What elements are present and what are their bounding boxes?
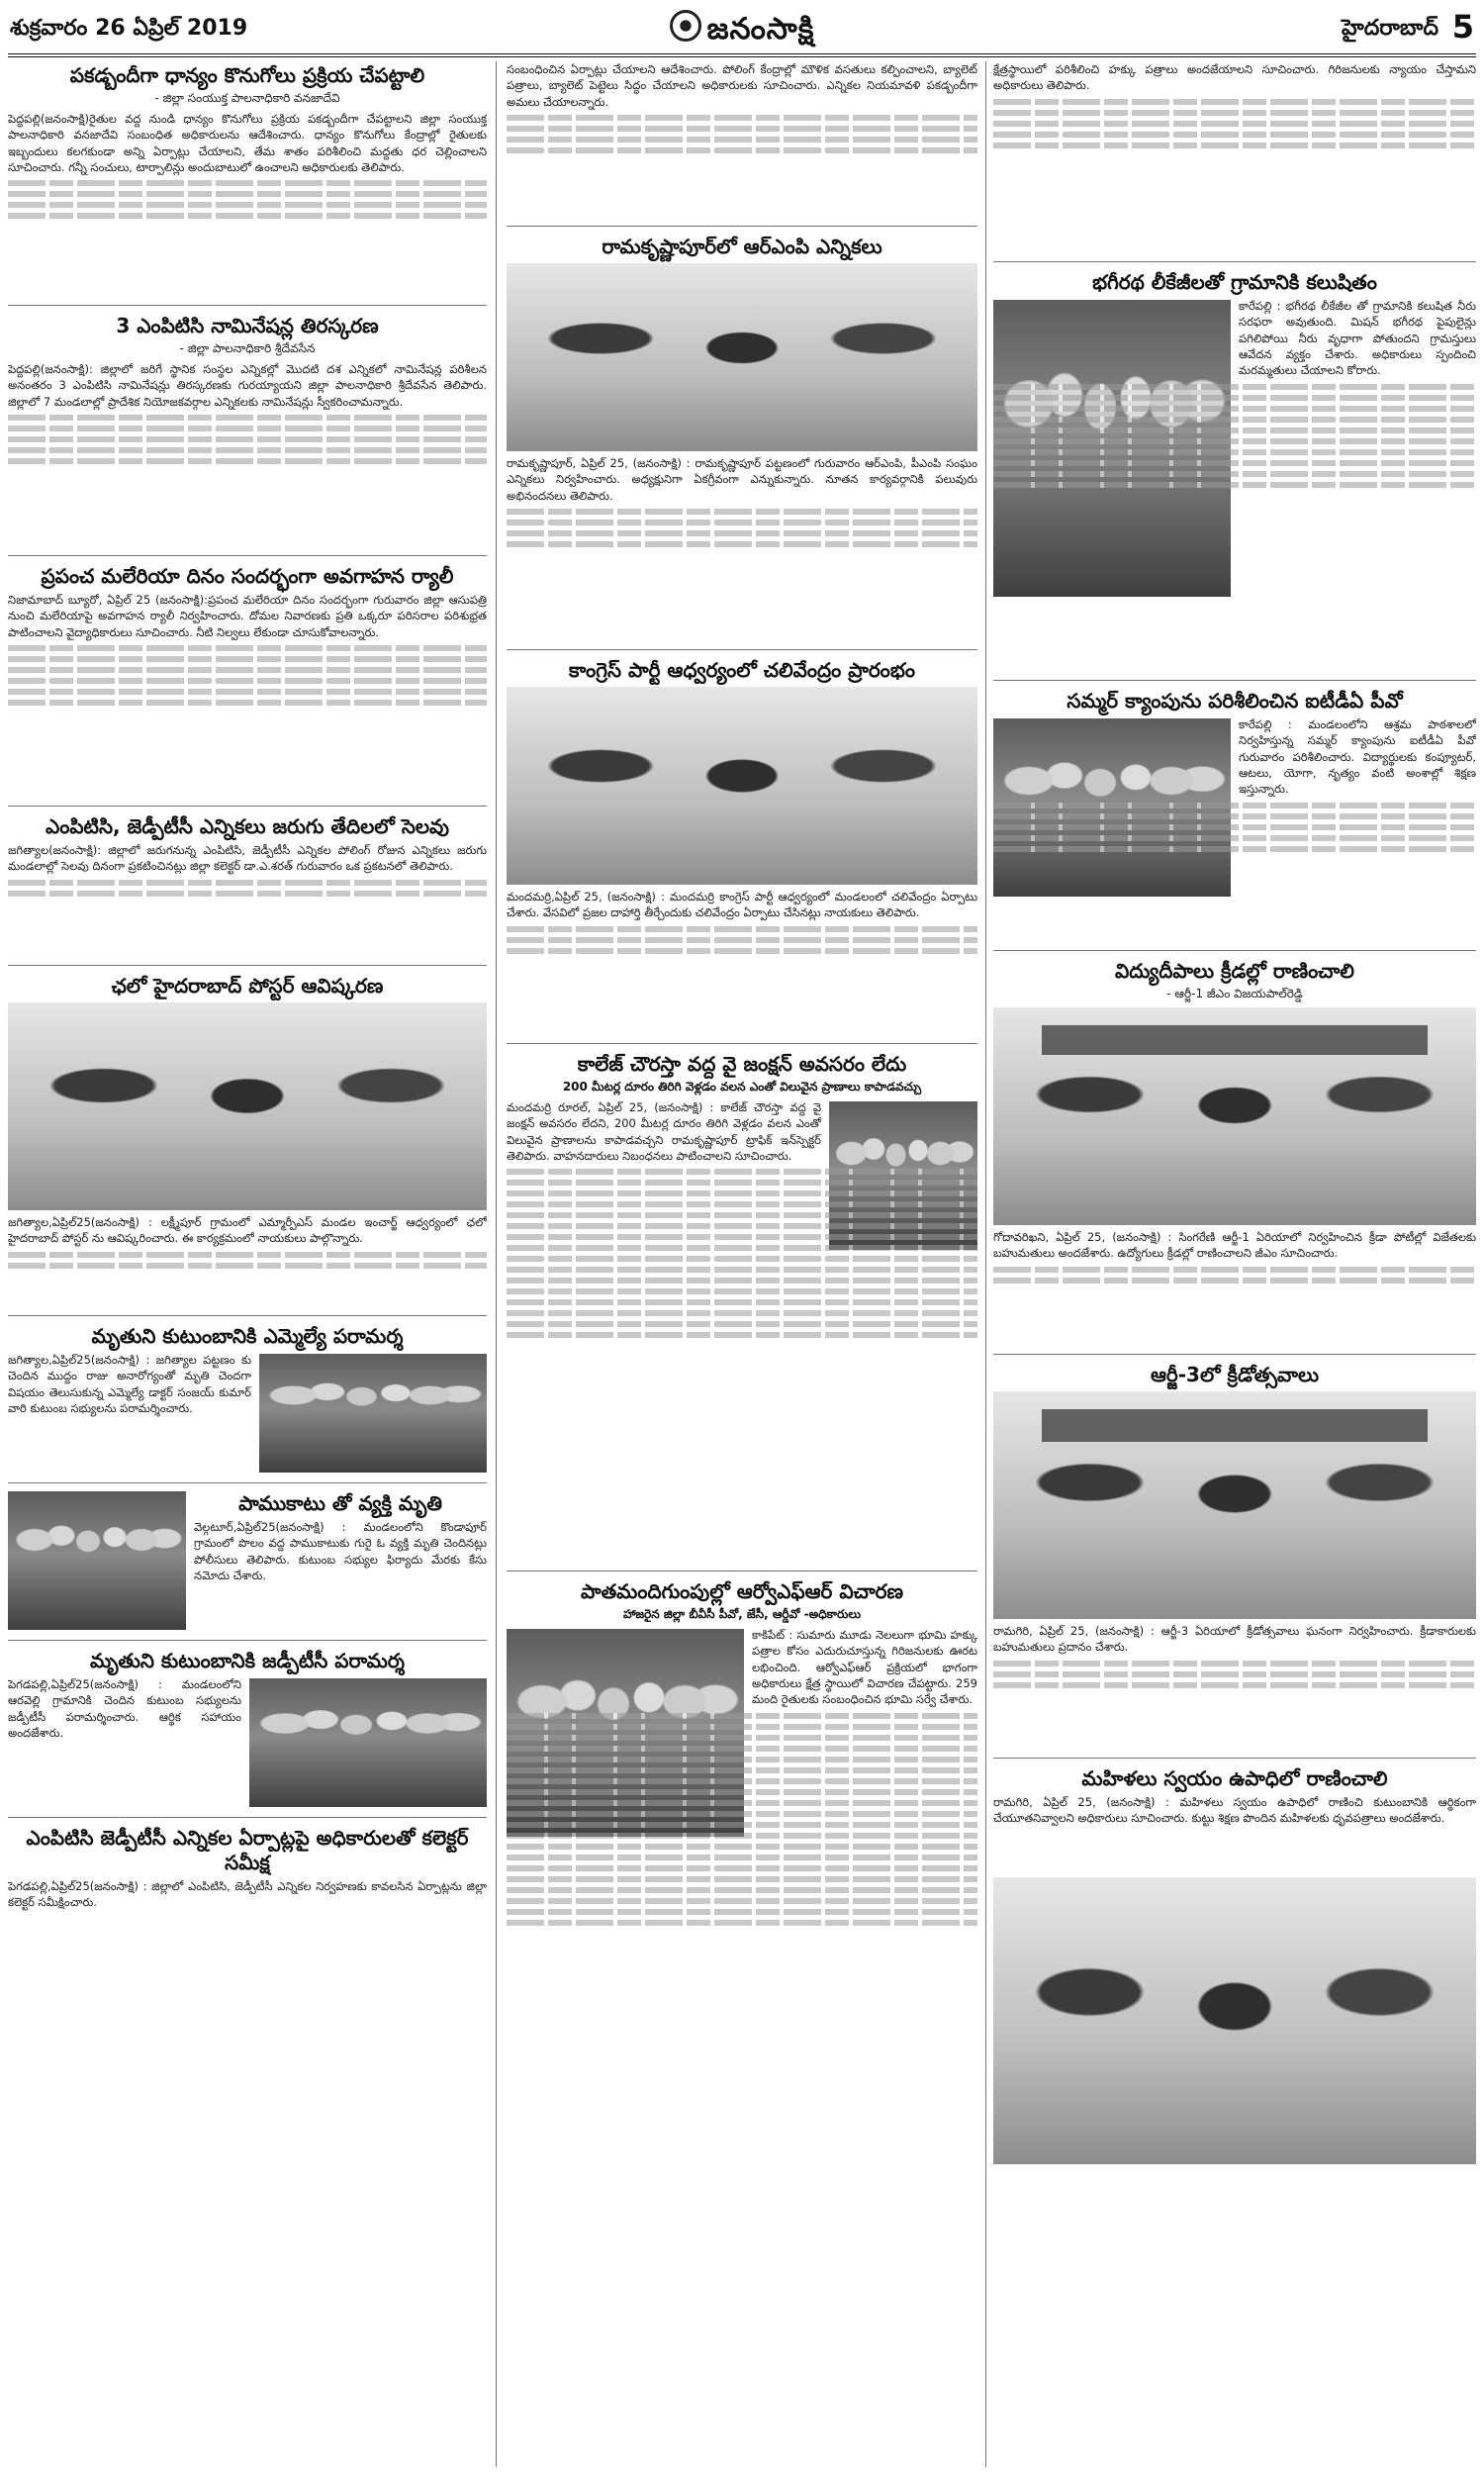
- article-photo: [993, 1007, 1476, 1225]
- article-rmp-elections: [507, 233, 977, 650]
- article-text: కాకిపేట్ : సుమారు మూడు నెలలుగా భూమి హక్కు పత్రాల కోసం ఎదురుచూస్తున్న గిరిజనులకు ఊరట లభించింది. ఆర్వోఎఫ్‌ఆర్ ప్రక్రియలో భాగంగా అధికారులు క్షేత్ర స్థాయిలో విచారణ చేపట్టారు. 259 మంది రైతులకు సంబంధించిన భూమి సర్వే చేశారు.: [752, 1628, 977, 1707]
- article-continued: [507, 61, 977, 227]
- article-mla-condolence: [8, 1322, 487, 1483]
- article-body: [993, 1794, 1476, 1873]
- article-text: రామకృష్ణాపూర్, ఏప్రిల్ 25, (జనంసాక్షి) : రామకృష్ణాపూర్ పట్టణంలో గురువారం ఆర్‌ఎంపి, పీఎంపి సంఘం ఎన్నికలు నిర్వహించారు. అధ్యక్షునిగా ఏకగ్రీవంగా ఎన్నుకున్నారు. నూతన కార్యవర్గానికి పలువురు అభినందనలు తెలిపారు.: [507, 456, 977, 503]
- article-summer-camp: [993, 687, 1476, 951]
- article-headline: భగీరథ లీకేజీలతో గ్రామానికి కలుషితం: [1092, 270, 1377, 294]
- article-body: [507, 61, 977, 220]
- article-photo: [993, 1877, 1476, 2164]
- article-grain-procurement: [8, 61, 487, 306]
- article-headline: ఎంపిటిసి, జెడ్పీటీసీ ఎన్నికలు జరుగు తేదిలలో సెలవు: [45, 814, 450, 838]
- paper-logo: [8, 10, 1476, 53]
- edition-city: హైదరాబాద్: [1342, 16, 1438, 41]
- article-text: పెద్దపల్లి(జనంసాక్షి): జిల్లాలో జరిగే స్థానిక సంస్థల ఎన్నికల్లో మొదటి దశ ఎన్నికలో నామినేషన్ల పరిశీలన అనంతరం 3 ఎంపిటిసి నామినేషన్లు తిరస్కరణకు గురయ్యాయని జిల్లా పాలనాధికారి శ్రీదేవసేన తెలిపారు. జిల్లాలో 7 మండలాల్లో ప్రాదేశిక నియోజకవర్గాల ఎన్నికలకు నామినేషన్లు స్వీకరించామన్నారు.: [8, 362, 487, 409]
- article-headline: ఛలో హైదరాబాద్ పోస్టర్ ఆవిష్కరణ: [111, 974, 384, 998]
- article-sports-rg3: [993, 1361, 1476, 1759]
- article-body: [993, 1229, 1476, 1348]
- article-text: జగిత్యాల,ఏప్రిల్25(జనంసాక్షి) : లక్ష్మీపూర్ గ్రామంలో ఎమ్మార్పీఎస్ మండల ఇంచార్జ్ ఆధ్వర్యంలో ఛలో హైదరాబాద్ పోస్టర్ ను ఆవిష్కరించారు. ఈ కార్యక్రమంలో నాయకులు పాల్గొన్నారు.: [8, 1215, 487, 1246]
- article-text: జగిత్యాల(జనంసాక్షి): జిల్లాలో జరుగనున్న ఎంపిటిసి, జెడ్పీటీసీ ఎన్నికల పోలింగ్ రోజున ఎన్నికలు జరుగు మండలాల్లో సెలవు దినంగా ప్రకటించినట్లు జిల్లా కలెక్టర్ డా.ఎ.శరత్ గురువారం ఒక ప్రకటనలో తెలిపారు.: [8, 843, 487, 874]
- article-body: [993, 1623, 1476, 1752]
- column-divider: [985, 61, 986, 2467]
- masthead-rule: [8, 53, 1476, 57]
- article-photo: [8, 1002, 487, 1210]
- article-poster-launch: [8, 972, 487, 1316]
- article-text: సంబంధించిన ఏర్పాట్లు చేయాలని ఆదేశించారు. పోలింగ్ కేంద్రాల్లో మౌళిక వసతులు కల్పించాలని, బ్యాలెట్ పత్రాలు, బ్యాలెట్ పెట్టెలు సిద్ధం చేయాలని అధికారులకు సూచించారు. ఎన్నికల నియమావళి పకడ్బందీగా అమలు చేయాలన్నారు.: [507, 62, 977, 109]
- page-number: 5: [1451, 8, 1474, 46]
- article-headline: మహిళలు స్వయం ఉపాధిలో రాణించాలి: [1081, 1766, 1388, 1790]
- article-headline: మృతుని కుటుంబానికి ఎమ్మెల్యే పరామర్శ: [91, 1324, 404, 1348]
- column-divider: [496, 61, 497, 2467]
- article-headline: రామకృష్ణాపూర్‌లో ఆర్‌ఎంపి ఎన్నికలు: [602, 235, 882, 258]
- article-photo: [507, 263, 977, 451]
- article-bhagiratha-leak: [993, 268, 1476, 681]
- article-body: [8, 111, 487, 299]
- article-body: [8, 1878, 487, 1938]
- article-text: వెల్గటూర్,ఏప్రిల్25(జనంసాక్షి) : మండలంలోని కొండాపూర్ గ్రామంలో పొలం వద్ద పాముకాటుకు గురై ఓ వ్యక్తి మృతి చెందినట్లు పోలీసులు తెలిపారు. కుటుంబ సభ్యుల ఫిర్యాదు మేరకు కేసు నమోదు చేశారు.: [194, 1520, 487, 1582]
- article-rofr-inquiry: [507, 1577, 977, 2187]
- article-text: పెగడపల్లి,ఏప్రిల్25(జనంసాక్షి) : మండలంలోని ఆరవెల్లి గ్రామానికి చెందిన కుటుంబ సభ్యులను జడ్పీటీసీ పరామర్శించారు. ఆర్థిక సహాయం అందజేశారు.: [8, 1677, 241, 1740]
- article-body: [993, 61, 1476, 255]
- masthead: [8, 4, 1476, 53]
- article-text: మందమర్రి రూరల్, ఏప్రిల్ 25, (జనంసాక్షి) : కాలేజ్ చౌరస్తా వద్ద వై జంక్షన్ అవసరం లేదని, 200 మీటర్ల దూరం తిరిగి వెళ్లడం వలన ఎంతో విలువైన ప్రాణాలను కాపాడవచ్చని రామకృష్ణాపూర్ ట్రాఫిక్ ఇన్‌స్పెక్టర్ తెలిపారు. వాహనదారులు నిబంధనలు పాటించాలని సూచించారు.: [507, 1100, 821, 1163]
- article-headline: పకడ్బందీగా ధాన్యం కొనుగోలు ప్రక్రియ చేపట్టాలి: [69, 63, 425, 87]
- logo-emblem-icon: [670, 10, 701, 42]
- article-women-selfemployment: [993, 1764, 1476, 2174]
- article-body: [8, 592, 487, 800]
- article-text: జగిత్యాల,ఏప్రిల్25(జనంసాక్షి) : జగిత్యాల పట్టణం కు చెందిన ముద్దం రాజు అనారోగ్యంతో మృతి చెందగా విషయం తెలుసుకున్న ఎమ్మెల్యే డాక్టర్ సంజయ్ కుమార్ వారి కుటుంబ సభ్యులను పరామర్శించారు.: [8, 1353, 251, 1415]
- article-nominations-rejected: [8, 312, 487, 556]
- article-water-kiosk: [507, 656, 977, 1044]
- issue-date: శుక్రవారం 26 ఏప్రిల్ 2019: [10, 16, 248, 41]
- article-election-holiday: [8, 812, 487, 966]
- article-headline: కాంగ్రెస్ పార్టీ ఆధ్వర్యంలో చలివేంద్రం ప్రారంభం: [569, 658, 915, 682]
- article-headline: 3 ఎంపిటిసి నామినేషన్ల తిరస్కరణ: [116, 314, 379, 337]
- paper-name: జనంసాక్షి: [706, 12, 815, 47]
- article-headline: ఎంపిటిసి జెడ్పీటీసీ ఎన్నికల ఏర్పాట్లపై అధికారులతో కలెక్టర్ సమీక్ష: [26, 1826, 469, 1874]
- article-text: కారేపల్లి : మండలంలోని ఆశ్రమ పాఠశాలలో నిర్వహిస్తున్న సమ్మర్ క్యాంపును ఐటీడీఏ పీవో గురువారం పరిశీలించారు. విద్యార్థులకు కంప్యూటర్, ఆటలు, యోగా, నృత్యం వంటి అంశాల్లో శిక్షణ ఇస్తున్నారు.: [1239, 717, 1476, 797]
- article-zptc-condolence: [8, 1647, 487, 1818]
- article-snakebite: [8, 1489, 487, 1641]
- article-body: [507, 1099, 977, 1565]
- article-malaria-rally: [8, 562, 487, 807]
- article-byline: - జిల్లా పాలనాధికారి శ్రీదేవసేన: [179, 341, 316, 355]
- article-text: మందమర్రి,ఏప్రిల్ 25, (జనంసాక్షి) : మందమర్రి కాంగ్రెస్ పార్టీ ఆధ్వర్యంలో మండలంలో చలివేంద్రం ఏర్పాటు చేశారు. వేసవిలో ప్రజల దాహార్తి తీర్చేందుకు చలివేంద్రం ఏర్పాటు చేసినట్లు నాయకులు తెలిపారు.: [507, 890, 977, 920]
- article-body: [8, 1214, 487, 1309]
- article-byline: - జిల్లా సంయుక్త పాలనాధికారి వనజాదేవి: [154, 91, 340, 105]
- article-headline: ప్రపంచ మలేరియా దినం సందర్భంగా అవగాహన ర్యాలీ: [41, 564, 454, 588]
- article-body: [507, 889, 977, 1037]
- article-headline: విద్యుదీపాలు క్రీడల్లో రాణించాలి: [1115, 959, 1354, 983]
- article-text: కారేపల్లి : భగీరథ లీకేజీల తో గ్రామానికి కలుషిత నీరు సరఫరా అవుతుంది. మిషన్ భగీరథ పైపులైన్లు పగిలిపోయి నీరు వృధాగా పోతుందని గ్రామస్తులు ఆవేదన వ్యక్తం చేశారు. అధికారులు స్పందించి మరమ్మతులు చేయాలని కోరారు.: [1239, 299, 1476, 378]
- article-text: నిజామాబాద్ బ్యూరో, ఏప్రిల్ 25 (జనంసాక్షి):ప్రపంచ మలేరియా దినం సందర్భంగా గురువారం జిల్లా ఆసుపత్రి నుంచి మలేరియాపై అవగాహన ర్యాలీ నిర్వహించారు. దోమల నివారణకు ప్రతి ఒక్కరూ పరిసరాల పరిశుభ్రత పాటించాలని వైద్యాధికారులు సూచించారు. నీటి నిల్వలు లేకుండా చూసుకోవాలన్నారు.: [8, 593, 487, 639]
- article-headline: పాతమందిగుంపుల్లో ఆర్వోఎఫ్‌ఆర్ విచారణ: [580, 1579, 904, 1603]
- article-photo: [259, 1354, 487, 1473]
- article-headline: పాముకాటు తో వ్యక్తి మృతి: [238, 1491, 442, 1515]
- article-byline: - ఆర్జీ-1 జీఎం విజయపాల్‌రెడ్డి: [1166, 987, 1303, 1000]
- article-photo: [249, 1678, 487, 1807]
- article-headline: ఆర్జీ-3లో క్రీడోత్సవాలు: [1150, 1363, 1320, 1386]
- article-text: పెద్దపల్లి(జనంసాక్షి)రైతుల వద్ద నుండి ధాన్యం కొనుగోలు ప్రక్రియ పకడ్బందీగా చేపట్టాలని జిల్లా సంయుక్త పాలనాధికారి వనజాదేవి సంబంధిత అధికారులను ఆదేశించారు. ధాన్యం కొనుగోలు కేంద్రాల్లో రైతులకు ఇబ్బందులు కలగకుండా అన్ని ఏర్పాట్లు చేయాలని, తేమ శాతం పరిశీలించి మద్దతు ధర చెల్లించాలని సూచించారు. గన్నీ సంచులు, టార్పాలిన్లు అందుబాటులో ఉంచాలని అధికారులకు తెలిపారు.: [8, 112, 487, 174]
- article-collector-review: [8, 1824, 487, 1944]
- article-text: పెగడపల్లి,ఏప్రిల్25(జనంసాక్షి) : జిల్లాలో ఎంపిటిసి, జెడ్పీటీసీ ఎన్నికల నిర్వహణకు కావలసిన ఏర్పాట్లను జిల్లా కలెక్టర్ సమీక్షించారు.: [8, 1879, 487, 1910]
- article-headline: కాలేజ్ చౌరస్తా వద్ద వై జంక్షన్ అవసరం లేదు: [577, 1052, 907, 1076]
- article-y-junction: [507, 1050, 977, 1571]
- article-sports-rg1: [993, 957, 1476, 1355]
- column-right: [993, 61, 1476, 2467]
- article-body: [507, 455, 977, 643]
- article-headline: మృతుని కుటుంబానికి జడ్పీటీసీ పరామర్శ: [90, 1649, 405, 1672]
- article-text: రామగిరి, ఏప్రిల్ 25, (జనంసాక్షి) : మహిళలు స్వయం ఉపాధిలో రాణించి కుటుంబానికి ఆర్థికంగా చేయూతనివ్వాలని అధికారులు సూచించారు. కుట్టు శిక్షణ పొందిన మహిళలకు ధృవపత్రాలు అందజేశారు.: [993, 1795, 1476, 1826]
- article-body: [8, 361, 487, 549]
- column-middle: [507, 61, 977, 2467]
- article-kicker: 200 మీటర్ల దూరం తిరిగి వెళ్లడం వలన ఎంతో విలువైన ప్రాణాలు కాపాడవచ్చు: [562, 1080, 922, 1094]
- article-kicker: హాజరైన జిల్లా బీవీసీ పీవో, జేసీ, ఆర్డీవో -అధికారులు: [622, 1607, 861, 1621]
- article-text: క్షేత్రస్థాయిలో పరిశీలించి హక్కు పత్రాలు అందజేయాలని సూచించారు. గిరిజనులకు న్యాయం చేస్తామని అధికారులు తెలిపారు.: [993, 62, 1476, 93]
- article-photo: [8, 1491, 186, 1630]
- article-photo: [993, 1391, 1476, 1619]
- article-photo: [507, 687, 977, 885]
- column-left: [8, 61, 487, 2467]
- article-text: రామగిరి, ఏప్రిల్ 25, (జనంసాక్షి) : ఆర్జీ-3 ఏరియాలో క్రీడోత్సవాలు ఘనంగా నిర్వహించారు. క్రీడాకారులకు బహుమతులు ప్రదానం చేశారు.: [993, 1624, 1476, 1655]
- article-text: గోదావరిఖని, ఏప్రిల్ 25, (జనంసాక్షి) : సింగరేణి ఆర్జీ-1 ఏరియాలో నిర్వహించిన క్రీడా పోటీల్లో విజేతలకు బహుమతులు అందజేశారు. ఉద్యోగులు క్రీడల్లో రాణించాలని జీఎం సూచించారు.: [993, 1230, 1476, 1261]
- article-headline: సమ్మర్ క్యాంపును పరిశీలించిన ఐటీడీఏ పీవో: [1067, 689, 1403, 713]
- article-continued: [993, 61, 1476, 262]
- article-body: [8, 842, 487, 959]
